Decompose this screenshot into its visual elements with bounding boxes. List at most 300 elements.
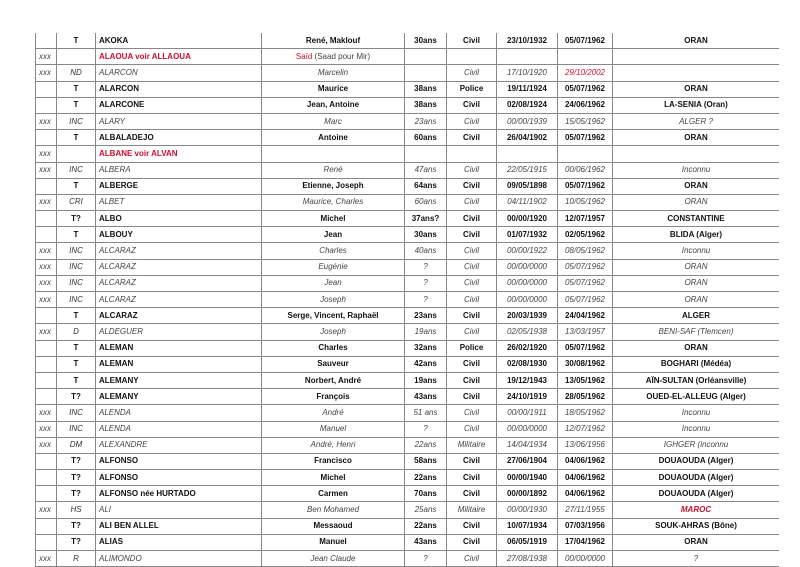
birth-date-cell: 00/00/1892 (497, 486, 558, 502)
birth-date-cell: 26/04/1902 (497, 130, 558, 146)
death-date-cell: 24/04/1962 (558, 308, 613, 324)
place-cell: ORAN (613, 81, 780, 97)
flag-cell (36, 81, 57, 97)
category-cell: Civil (447, 97, 497, 113)
surname-cell: ALARCON (96, 81, 262, 97)
given-names-cell: Charles (262, 340, 405, 356)
casualty-register-table (35, 33, 779, 567)
given-names-cell: André (262, 405, 405, 421)
surname-cell: ALENDA (96, 421, 262, 437)
flag-cell: xxx (36, 421, 57, 437)
birth-date-cell (497, 146, 558, 162)
flag-cell: xxx (36, 259, 57, 275)
place-cell: ALGER (613, 308, 780, 324)
table-row (36, 389, 780, 405)
category-cell: Civil (447, 113, 497, 129)
category-cell: Civil (447, 372, 497, 388)
place-cell (613, 49, 780, 65)
age-cell: 19ans (405, 324, 447, 340)
status-cell: R (57, 551, 96, 567)
category-cell: Civil (447, 227, 497, 243)
flag-cell: xxx (36, 194, 57, 210)
place-cell: BLIDA (Alger) (613, 227, 780, 243)
death-date-cell: 05/07/1962 (558, 81, 613, 97)
status-cell (57, 146, 96, 162)
age-cell: 51 ans (405, 405, 447, 421)
place-cell: OUED-EL-ALLEUG (Alger) (613, 389, 780, 405)
surname-cell: ALCARAZ (96, 308, 262, 324)
given-names-cell: Marcelin (262, 65, 405, 81)
place-cell: LA-SENIA (Oran) (613, 97, 780, 113)
table-row (36, 178, 780, 194)
age-cell: ? (405, 275, 447, 291)
birth-date-cell: 10/07/1934 (497, 518, 558, 534)
age-cell: 22ans (405, 518, 447, 534)
place-cell: ORAN (613, 259, 780, 275)
death-date-cell: 13/05/1962 (558, 372, 613, 388)
surname-cell: ALBO (96, 211, 262, 227)
death-date-cell: 05/07/1962 (558, 178, 613, 194)
surname-cell: ALARCONE (96, 97, 262, 113)
flag-cell: xxx (36, 275, 57, 291)
status-cell: T (57, 340, 96, 356)
death-date-cell: 13/06/1956 (558, 437, 613, 453)
place-cell: ORAN (613, 178, 780, 194)
surname-cell: ALAOUA voir ALLAOUA (96, 49, 262, 65)
death-date-cell: 15/05/1962 (558, 113, 613, 129)
given-names-cell: Jean (262, 275, 405, 291)
surname-cell: ALEMAN (96, 356, 262, 372)
flag-cell: xxx (36, 324, 57, 340)
age-cell: 60ans (405, 130, 447, 146)
birth-date-cell: 23/10/1932 (497, 33, 558, 49)
birth-date-cell (497, 49, 558, 65)
age-cell: ? (405, 551, 447, 567)
table-row (36, 518, 780, 534)
status-cell: T? (57, 518, 96, 534)
category-cell: Police (447, 340, 497, 356)
age-cell: 47ans (405, 162, 447, 178)
age-cell: 40ans (405, 243, 447, 259)
surname-cell: ALCARAZ (96, 275, 262, 291)
flag-cell (36, 227, 57, 243)
flag-cell (36, 470, 57, 486)
place-cell: DOUAOUDA (Alger) (613, 453, 780, 469)
age-cell: ? (405, 259, 447, 275)
table-row (36, 470, 780, 486)
age-cell: 42ans (405, 356, 447, 372)
given-names-cell: Norbert, André (262, 372, 405, 388)
death-date-cell: 12/07/1957 (558, 211, 613, 227)
place-cell: IGHGER (inconnu (613, 437, 780, 453)
birth-date-cell: 00/00/1911 (497, 405, 558, 421)
status-cell: T? (57, 453, 96, 469)
table-row (36, 97, 780, 113)
table-row (36, 421, 780, 437)
place-cell: ORAN (613, 194, 780, 210)
given-names-cell: Ben Mohamed (262, 502, 405, 518)
death-date-cell: 00/06/1962 (558, 162, 613, 178)
given-names-cell: Serge, Vincent, Raphaël (262, 308, 405, 324)
place-cell: MAROC (613, 502, 780, 518)
death-date-cell: 17/04/1962 (558, 534, 613, 550)
age-cell: 38ans (405, 97, 447, 113)
table-row (36, 534, 780, 550)
death-date-cell: 08/05/1962 (558, 243, 613, 259)
flag-cell (36, 340, 57, 356)
status-cell: T? (57, 389, 96, 405)
death-date-cell: 18/05/1962 (558, 405, 613, 421)
age-cell: 23ans (405, 113, 447, 129)
death-date-cell: 04/06/1962 (558, 486, 613, 502)
age-cell: 32ans (405, 340, 447, 356)
status-cell: T (57, 308, 96, 324)
table-row (36, 146, 780, 162)
status-cell: T? (57, 486, 96, 502)
birth-date-cell: 00/00/1922 (497, 243, 558, 259)
death-date-cell: 30/08/1962 (558, 356, 613, 372)
category-cell: Civil (447, 259, 497, 275)
birth-date-cell: 27/08/1938 (497, 551, 558, 567)
death-date-cell: 28/05/1962 (558, 389, 613, 405)
death-date-cell: 12/07/1962 (558, 421, 613, 437)
status-cell: T (57, 227, 96, 243)
death-date-cell: 29/10/2002 (558, 65, 613, 81)
birth-date-cell: 22/05/1915 (497, 162, 558, 178)
birth-date-cell: 00/00/1939 (497, 113, 558, 129)
table-row (36, 275, 780, 291)
given-names-cell: Joseph (262, 324, 405, 340)
surname-cell: ALBALADEJO (96, 130, 262, 146)
table-row (36, 259, 780, 275)
table-row (36, 486, 780, 502)
place-cell: Inconnu (613, 421, 780, 437)
given-names-cell: Marc (262, 113, 405, 129)
birth-date-cell: 26/02/1920 (497, 340, 558, 356)
table-row (36, 130, 780, 146)
category-cell (447, 146, 497, 162)
death-date-cell: 05/07/1962 (558, 33, 613, 49)
birth-date-cell: 17/10/1920 (497, 65, 558, 81)
flag-cell: xxx (36, 113, 57, 129)
register-body (36, 33, 780, 567)
table-row (36, 243, 780, 259)
table-row (36, 81, 780, 97)
birth-date-cell: 27/06/1904 (497, 453, 558, 469)
given-names-cell: Carmen (262, 486, 405, 502)
age-cell (405, 49, 447, 65)
surname-cell: ALBET (96, 194, 262, 210)
status-cell (57, 49, 96, 65)
flag-cell: xxx (36, 405, 57, 421)
table-row (36, 308, 780, 324)
status-cell: T (57, 33, 96, 49)
age-cell: 64ans (405, 178, 447, 194)
table-row (36, 340, 780, 356)
flag-cell (36, 372, 57, 388)
given-names-cell: Sauveur (262, 356, 405, 372)
death-date-cell: 02/05/1962 (558, 227, 613, 243)
category-cell: Militaire (447, 437, 497, 453)
table-row (36, 502, 780, 518)
status-cell: D (57, 324, 96, 340)
death-date-cell: 04/06/1962 (558, 470, 613, 486)
flag-cell: xxx (36, 502, 57, 518)
flag-cell: xxx (36, 146, 57, 162)
birth-date-cell: 19/12/1943 (497, 372, 558, 388)
place-cell: ORAN (613, 33, 780, 49)
place-cell: AÏN-SULTAN (Orléansville) (613, 372, 780, 388)
surname-cell: ALARCON (96, 65, 262, 81)
category-cell: Police (447, 81, 497, 97)
given-names-cell (262, 49, 405, 65)
death-date-cell: 05/07/1962 (558, 340, 613, 356)
age-cell (405, 146, 447, 162)
place-cell: DOUAOUDA (Alger) (613, 470, 780, 486)
surname-cell: ALARY (96, 113, 262, 129)
given-names-cell (262, 146, 405, 162)
category-cell: Civil (447, 130, 497, 146)
death-date-cell: 07/03/1956 (558, 518, 613, 534)
given-names-cell: François (262, 389, 405, 405)
category-cell: Civil (447, 194, 497, 210)
age-cell: 58ans (405, 453, 447, 469)
age-cell: 30ans (405, 33, 447, 49)
place-cell: ORAN (613, 534, 780, 550)
age-cell: 43ans (405, 534, 447, 550)
surname-cell: ALBERGE (96, 178, 262, 194)
flag-cell: xxx (36, 292, 57, 308)
status-cell: T (57, 130, 96, 146)
flag-cell (36, 308, 57, 324)
flag-cell (36, 356, 57, 372)
status-cell: INC (57, 405, 96, 421)
age-cell (405, 65, 447, 81)
category-cell: Civil (447, 356, 497, 372)
surname-cell: ALEMAN (96, 340, 262, 356)
place-cell: CONSTANTINE (613, 211, 780, 227)
flag-cell (36, 518, 57, 534)
table-row (36, 33, 780, 49)
given-names-cell: Maurice, Charles (262, 194, 405, 210)
birth-date-cell: 02/08/1924 (497, 97, 558, 113)
category-cell: Civil (447, 33, 497, 49)
category-cell: Civil (447, 453, 497, 469)
flag-cell (36, 389, 57, 405)
given-names-cell: René, Maklouf (262, 33, 405, 49)
death-date-cell: 27/11/1955 (558, 502, 613, 518)
surname-cell: ALFONSO née HURTADO (96, 486, 262, 502)
age-cell: 22ans (405, 437, 447, 453)
category-cell: Civil (447, 470, 497, 486)
table-row (36, 372, 780, 388)
death-date-cell: 00/00/0000 (558, 551, 613, 567)
birth-date-cell: 20/03/1939 (497, 308, 558, 324)
age-cell: 22ans (405, 470, 447, 486)
place-cell: ORAN (613, 130, 780, 146)
birth-date-cell: 04/11/1902 (497, 194, 558, 210)
surname-cell: ALI (96, 502, 262, 518)
status-cell: INC (57, 113, 96, 129)
death-date-cell: 05/07/1962 (558, 259, 613, 275)
status-cell: INC (57, 162, 96, 178)
place-cell (613, 146, 780, 162)
status-cell: T (57, 356, 96, 372)
table-row (36, 113, 780, 129)
given-names-cell: Antoine (262, 130, 405, 146)
death-date-cell (558, 49, 613, 65)
flag-cell (36, 97, 57, 113)
death-date-cell: 10/05/1962 (558, 194, 613, 210)
status-cell: INC (57, 275, 96, 291)
category-cell: Civil (447, 178, 497, 194)
category-cell: Civil (447, 211, 497, 227)
death-date-cell: 13/03/1957 (558, 324, 613, 340)
flag-cell (36, 453, 57, 469)
surname-cell: ALFONSO (96, 470, 262, 486)
surname-cell: ALCARAZ (96, 259, 262, 275)
birth-date-cell: 00/00/0000 (497, 292, 558, 308)
birth-date-cell: 00/00/1940 (497, 470, 558, 486)
place-cell: ? (613, 551, 780, 567)
surname-cell: ALIMONDO (96, 551, 262, 567)
given-names-cell: Michel (262, 211, 405, 227)
death-date-cell: 24/06/1962 (558, 97, 613, 113)
flag-cell: xxx (36, 243, 57, 259)
surname-cell: ALBOUY (96, 227, 262, 243)
birth-date-cell: 00/00/1930 (497, 502, 558, 518)
category-cell: Civil (447, 405, 497, 421)
category-cell: Civil (447, 518, 497, 534)
table-row (36, 405, 780, 421)
flag-cell: xxx (36, 162, 57, 178)
place-cell: ORAN (613, 340, 780, 356)
birth-date-cell: 14/04/1934 (497, 437, 558, 453)
place-cell: SOUK-AHRAS (Bône) (613, 518, 780, 534)
table-row (36, 162, 780, 178)
given-names-cell: Messaoud (262, 518, 405, 534)
category-cell: Militaire (447, 502, 497, 518)
birth-date-cell: 00/00/0000 (497, 275, 558, 291)
surname-cell: ALBANE voir ALVAN (96, 146, 262, 162)
surname-cell: ALBERA (96, 162, 262, 178)
status-cell: T? (57, 470, 96, 486)
birth-date-cell: 06/05/1919 (497, 534, 558, 550)
age-cell: 30ans (405, 227, 447, 243)
given-names-cell: Jean, Antoine (262, 97, 405, 113)
death-date-cell: 04/06/1962 (558, 453, 613, 469)
status-cell: T (57, 178, 96, 194)
surname-cell: ALDEGUER (96, 324, 262, 340)
place-cell: Inconnu (613, 405, 780, 421)
status-cell: HS (57, 502, 96, 518)
status-cell: CRI (57, 194, 96, 210)
category-cell: Civil (447, 162, 497, 178)
age-cell: ? (405, 292, 447, 308)
status-cell: INC (57, 421, 96, 437)
category-cell: Civil (447, 486, 497, 502)
category-cell: Civil (447, 534, 497, 550)
status-cell: T? (57, 211, 96, 227)
table-row (36, 292, 780, 308)
given-name-note: (Saad pour Mir) (312, 51, 371, 61)
status-cell: T? (57, 534, 96, 550)
death-date-cell: 05/07/1962 (558, 292, 613, 308)
category-cell: Civil (447, 292, 497, 308)
birth-date-cell: 02/05/1938 (497, 324, 558, 340)
place-cell: BOGHARI (Médéa) (613, 356, 780, 372)
table-row (36, 49, 780, 65)
status-cell: INC (57, 243, 96, 259)
surname-cell: ALEXANDRE (96, 437, 262, 453)
table-row (36, 437, 780, 453)
flag-cell (36, 178, 57, 194)
given-names-cell: Maurice (262, 81, 405, 97)
status-cell: T (57, 372, 96, 388)
table-row (36, 194, 780, 210)
given-names-cell: Charles (262, 243, 405, 259)
death-date-cell: 05/07/1962 (558, 275, 613, 291)
age-cell: 19ans (405, 372, 447, 388)
surname-cell: ALI BEN ALLEL (96, 518, 262, 534)
flag-cell (36, 211, 57, 227)
flag-cell (36, 486, 57, 502)
given-names-cell: Manuel (262, 534, 405, 550)
category-cell: Civil (447, 65, 497, 81)
given-names-cell: Francisco (262, 453, 405, 469)
surname-cell: ALEMANY (96, 389, 262, 405)
surname-cell: ALCARAZ (96, 292, 262, 308)
death-date-cell: 05/07/1962 (558, 130, 613, 146)
age-cell: ? (405, 421, 447, 437)
table-row (36, 324, 780, 340)
birth-date-cell: 19/11/1924 (497, 81, 558, 97)
table-row (36, 211, 780, 227)
surname-cell: ALIAS (96, 534, 262, 550)
table-row (36, 65, 780, 81)
birth-date-cell: 24/10/1919 (497, 389, 558, 405)
table-row (36, 356, 780, 372)
birth-date-cell: 09/05/1898 (497, 178, 558, 194)
surname-cell: AKOKA (96, 33, 262, 49)
table-row (36, 227, 780, 243)
status-cell: T (57, 97, 96, 113)
age-cell: 60ans (405, 194, 447, 210)
given-names-cell: Eugénie (262, 259, 405, 275)
flag-cell (36, 534, 57, 550)
status-cell: INC (57, 259, 96, 275)
age-cell: 70ans (405, 486, 447, 502)
flag-cell: xxx (36, 437, 57, 453)
status-cell: INC (57, 292, 96, 308)
age-cell: 43ans (405, 389, 447, 405)
age-cell: 38ans (405, 81, 447, 97)
flag-cell (36, 33, 57, 49)
age-cell: 23ans (405, 308, 447, 324)
place-cell: DOUAOUDA (Alger) (613, 486, 780, 502)
category-cell (447, 49, 497, 65)
given-names-cell: Joseph (262, 292, 405, 308)
surname-cell: ALENDA (96, 405, 262, 421)
place-cell: ALGER ? (613, 113, 780, 129)
category-cell: Civil (447, 324, 497, 340)
given-names-cell: André, Henri (262, 437, 405, 453)
place-cell: ORAN (613, 275, 780, 291)
death-date-cell (558, 146, 613, 162)
surname-cell: ALCARAZ (96, 243, 262, 259)
table-row (36, 453, 780, 469)
flag-cell (36, 130, 57, 146)
